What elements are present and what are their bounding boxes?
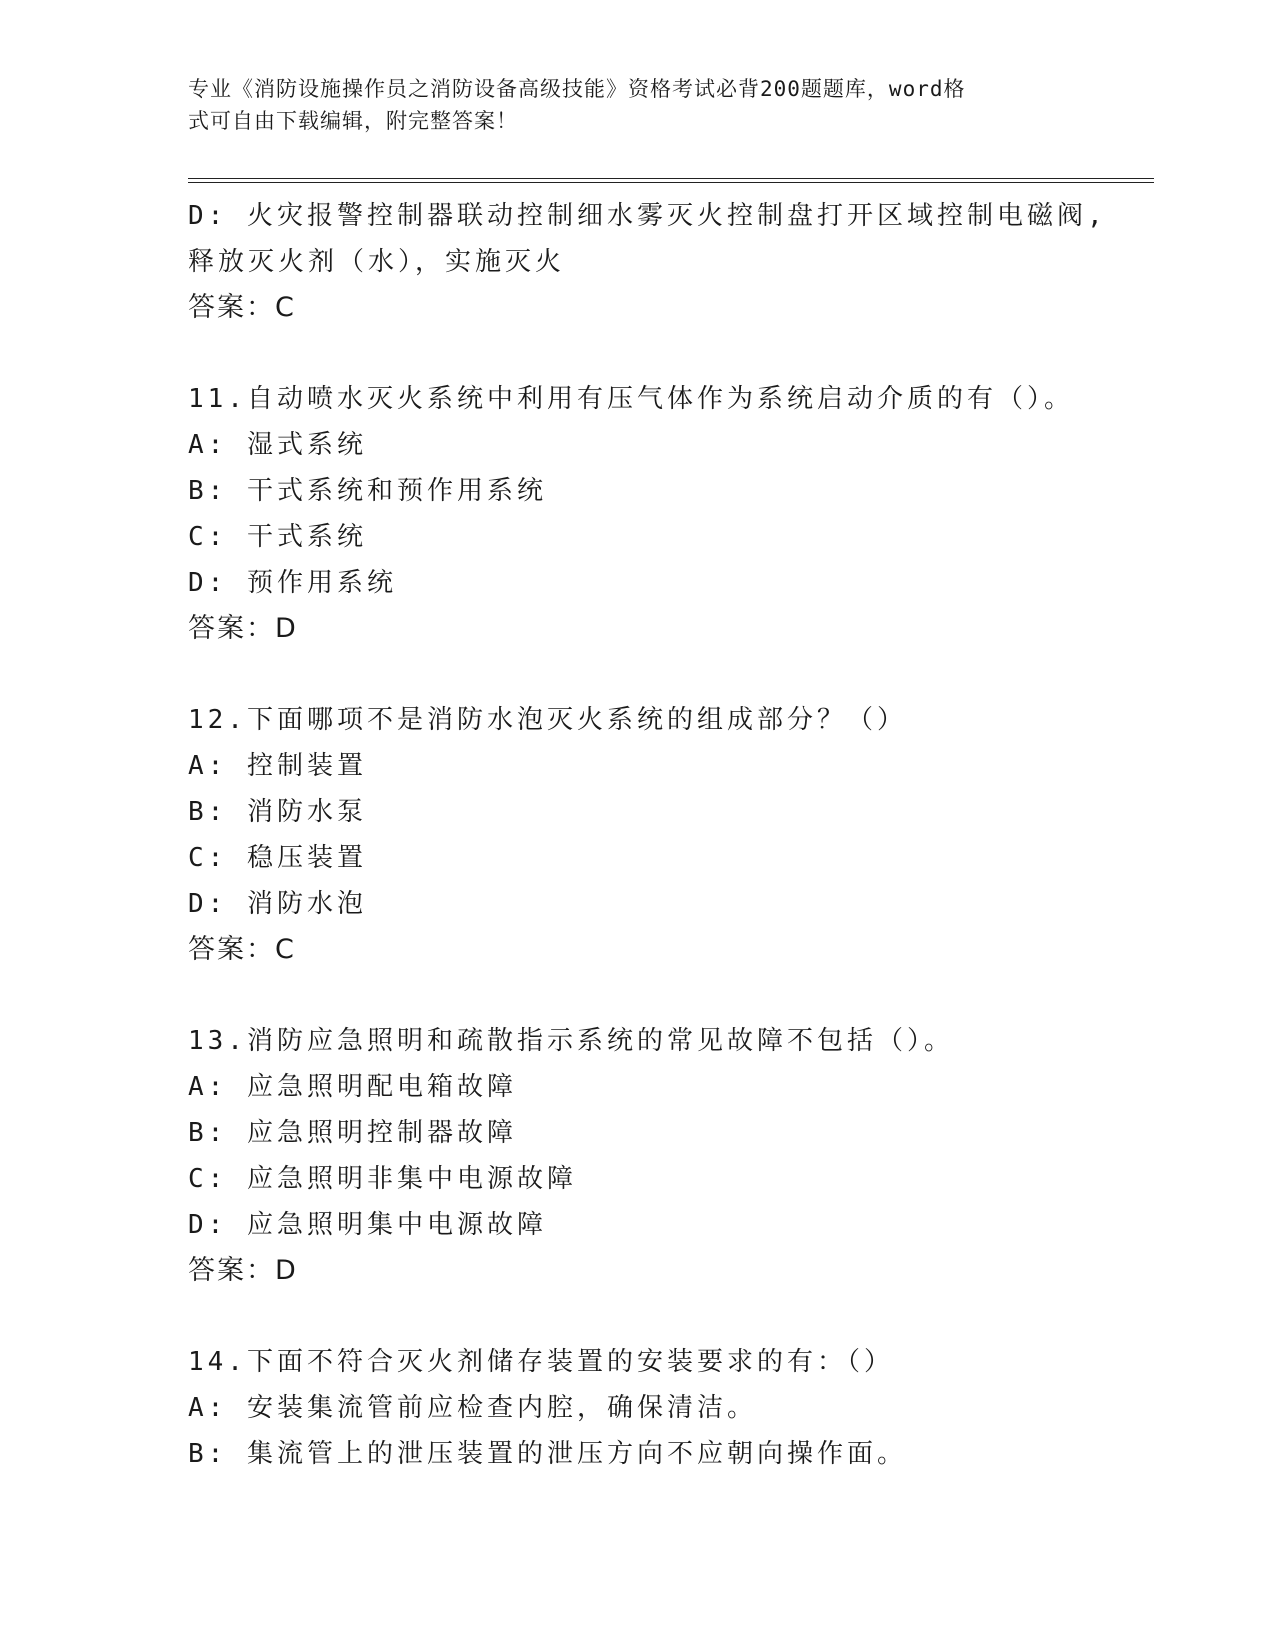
option-c: C: 干式系统 bbox=[188, 522, 367, 552]
question-13 bbox=[188, 1018, 1088, 1294]
option-d: D: 预作用系统 bbox=[188, 568, 397, 598]
question-12 bbox=[188, 697, 1088, 973]
header-line-2: 式可自由下载编辑，附完整答案！ bbox=[188, 109, 518, 133]
option-b: B: 干式系统和预作用系统 bbox=[188, 476, 547, 506]
answer: 答案：D bbox=[188, 1255, 298, 1286]
answer: 答案：D bbox=[188, 613, 298, 644]
option-b: B: 集流管上的泄压装置的泄压方向不应朝向操作面。 bbox=[188, 1439, 907, 1469]
option-d: D: 应急照明集中电源故障 bbox=[188, 1210, 547, 1240]
prev-question-tail bbox=[188, 193, 1107, 331]
option-c: C: 稳压装置 bbox=[188, 843, 367, 873]
question-11 bbox=[188, 376, 1088, 652]
page-header bbox=[188, 73, 1088, 137]
spacer bbox=[188, 973, 1088, 1018]
spacer bbox=[188, 652, 1088, 697]
question-14 bbox=[188, 1339, 1088, 1477]
question-stem: 12.下面哪项不是消防水泡灭火系统的组成部分？（） bbox=[188, 705, 907, 735]
option-d-continued: 释放灭火剂（水），实施灭火 bbox=[188, 247, 566, 277]
option-a: A: 湿式系统 bbox=[188, 430, 367, 460]
answer: 答案：C bbox=[188, 292, 296, 323]
question-content bbox=[188, 193, 1107, 1477]
option-d: D: 火灾报警控制器联动控制细水雾灭火控制盘打开区域控制电磁阀, bbox=[188, 201, 1107, 231]
option-b: B: 应急照明控制器故障 bbox=[188, 1118, 517, 1148]
option-b: B: 消防水泵 bbox=[188, 797, 367, 827]
option-c: C: 应急照明非集中电源故障 bbox=[188, 1164, 577, 1194]
answer: 答案：C bbox=[188, 934, 296, 965]
header-line-1: 专业《消防设施操作员之消防设备高级技能》资格考试必背200题题库，word格 bbox=[188, 77, 966, 101]
option-a: A: 应急照明配电箱故障 bbox=[188, 1072, 517, 1102]
option-a: A: 控制装置 bbox=[188, 751, 367, 781]
question-stem: 14.下面不符合灭火剂储存装置的安装要求的有：（） bbox=[188, 1347, 894, 1377]
spacer bbox=[188, 331, 1088, 376]
option-a: A: 安装集流管前应检查内腔，确保清洁。 bbox=[188, 1393, 757, 1423]
question-stem: 13.消防应急照明和疏散指示系统的常见故障不包括（）。 bbox=[188, 1026, 954, 1056]
option-d: D: 消防水泡 bbox=[188, 889, 367, 919]
spacer bbox=[188, 1294, 1088, 1339]
question-stem: 11.自动喷水灭火系统中利用有压气体作为系统启动介质的有（）。 bbox=[188, 384, 1074, 414]
header-divider bbox=[188, 178, 1154, 183]
